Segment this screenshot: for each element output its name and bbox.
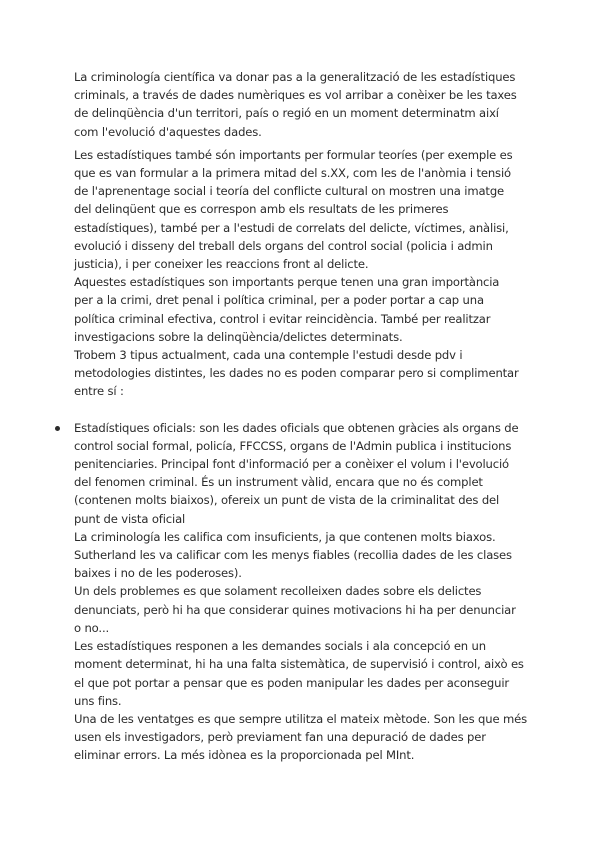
list-item-official-statistics — [74, 419, 534, 765]
section-spacer — [74, 401, 534, 419]
document-page — [74, 68, 534, 765]
paragraph-intro: La criminología científica va donar pas a la generalització de les estadístiques criminals, a través de dades numèriques es vol arribar a conèixer be les taxes de delinqüència d'un territori, país o regió en un moment determinatm així com l'evolució d'aquestes dades. — [74, 70, 517, 139]
list-item-text: Estadístiques oficials: son les dades oficials que obtenen gràcies als organs de control social formal, policía, FFCCSS, organs de l'Admin publica i institucions penitenciaries. Principal font d'informació per a conèixer el volum i l'evolució del fenomen criminal. És un instrument vàlid, encara que no és complet (contenen molts biaixos), ofereix un punt de vista de la criminalitat des del punt de vista oficial La criminología les califica com insuficients, ja que contenen molts biaxos. Sutherland les va calificar com les menys fiables (recollia dades de les clases baixes i no de les poderoses). Un dels problemes es que solament recolleixen dades sobre els delictes denunciats, però hi ha que considerar quines motivacions hi ha per denunciar o no... Les estadístiques responen a les demandes socials i ala concepció en un moment determinat, hi ha una falta sistemàtica, de supervisió i control, això es el que pot portar a pensar que es poden manipular les dades per aconseguir uns fins. Una de les ventatges es que sempre utilitza el mateix mètode. Son les que més usen els investigadors, però previament fan una depuració de dades per eliminar errors. La més idònea es la proporcionada pel MInt. — [74, 420, 527, 763]
paragraph-statistics-importance: Les estadístiques també són importants per formular teoríes (per exemple es que es van formular a la primera mitad del s.XX, com les de l'anòmia i tensió de l'aprenentage social i teoría del conflicte cultural on mostren una imatge del delinqüent que es correspon amb els resultats de les primeres estadístiques), també per a l'estudi de correlats del delicte, víctimes, anàlisi, evolució i disseny del treball dels organs del control social (policia i admin justicia), i per coneixer les reaccions front al delicte. Aquestes estadístiques son importants perque tenen una gran importància per a la crimi, dret penal i política criminal, per a poder portar a cap una política criminal efectiva, control i evitar reincidència. També per realitzar investigacions sobre la delinqüència/delictes determinats. Trobem 3 tipus actualment, cada una contemple l'estudi desde pdv i metodologies distintes, les dades no es poden comparar pero si complimentar entre sí : — [74, 147, 519, 399]
bullet-list — [74, 419, 534, 765]
bullet-dot-icon — [55, 426, 60, 431]
